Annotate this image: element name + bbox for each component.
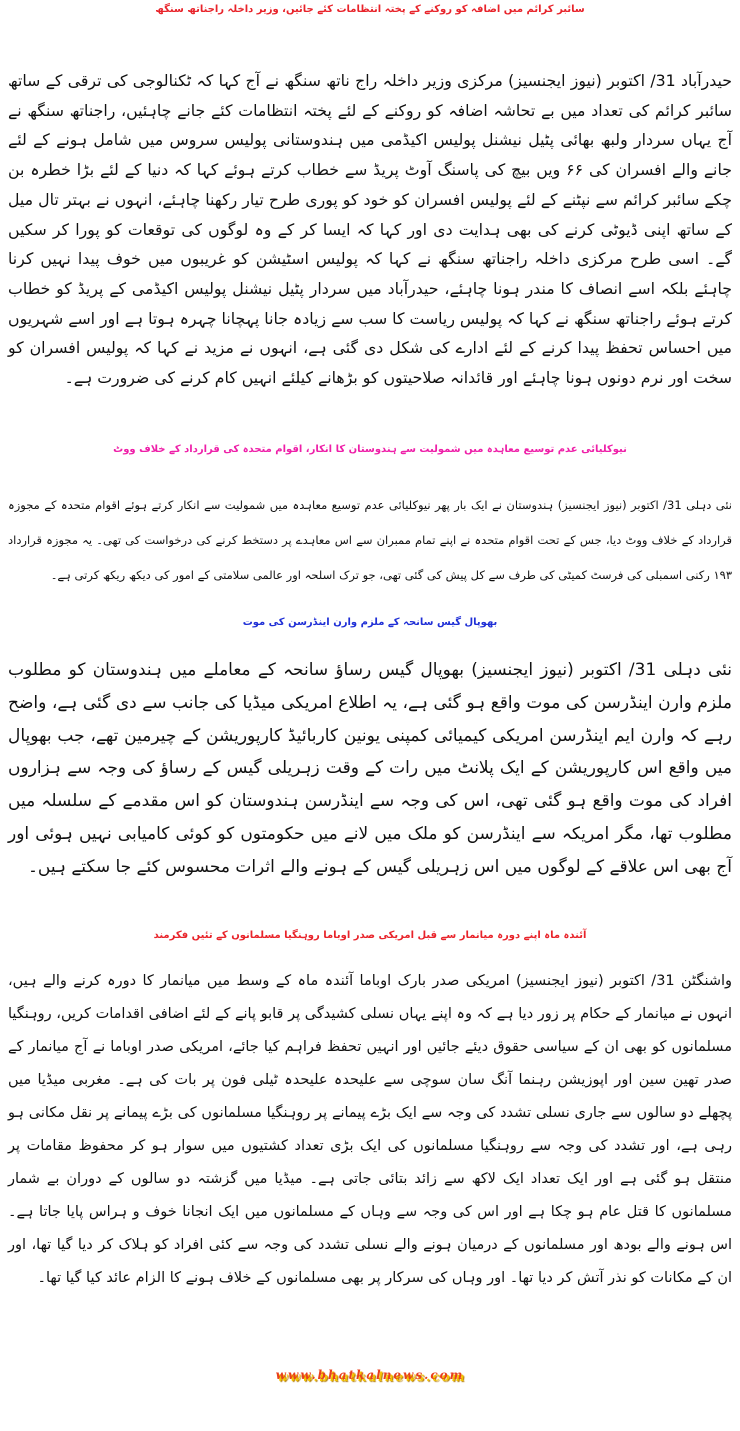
article-4-body: واشنگٹن 31/ اکتوبر (نیوز ایجنسیز) امریکی صدر بارک اوباما آئندہ ماہ کے وسط میں میانمار کا دورہ کرنے والے ہیں، انہوں نے میانمار کے حکام پر زور دیا ہے کہ وہ اپنے یہاں نسلی کشیدگی پر قابو پانے کے لئے اضافی اقدامات کریں، روہنگیا مسلمانوں کو بھی ان کے سیاسی حقوق دیئے جائیں اور انہیں تحفظ فراہم کیا جائے، امریکی صدر اوباما نے آج میانمار کے صدر تھین سین اور اپوزیشن رہنما آنگ سان سوچی سے علیحدہ علیحدہ ٹیلی فون پر بات کی ہے۔ مغربی میڈیا میں پچھلے دو سالوں سے جاری نسلی تشدد کی وجہ سے ایک بڑے پیمانے پر روہنگیا مسلمانوں کی بڑے پیمانے پر نقل مکانی ہو رہی ہے، اور تشدد کی وجہ سے روہنگیا مسلمانوں کی ایک بڑی تعداد کشتیوں میں سوار ہو کر محفوظ مقامات پر منتقل ہو گئی ہے اور ایک تعداد ایک لاکھ سے زائد بتائی جاتی ہے۔ میڈیا میں گزشتہ دو سالوں کے دوران بے شمار مسلمانوں کا قتل عام ہو چکا ہے اور اس کی وجہ سے وہاں کے مسلمانوں میں ایک انجانا خوف و ہراس پایا جاتا ہے۔ اس ہونے والے بودھ اور مسلمانوں کے درمیان ہونے والے نسلی تشدد کی وجہ سے کئی افراد کو ہلاک کر دیا گیا تھا، اور ان کے مکانات کو نذر آتش کر دیا تھا۔ اور وہاں کی سرکار پر بھی مسلمانوں کے خلاف ہونے کا الزام عائد کیا گیا تھا۔ [8, 973, 732, 1286]
article-4-headline: آئندہ ماہ اپنے دورہ میانمار سے قبل امریکی صدر اوباما روہنگیا مسلمانوں کے تئیں فکرمند [153, 930, 587, 941]
article-2-body: نئی دہلی 31/ اکتوبر (نیوز ایجنسیز) ہندوستان نے ایک بار پھر نیوکلیائی عدم توسیع معاہدہ میں شمولیت سے انکار کرتے ہوئے اقوام متحدہ کے مجوزہ قرارداد کے خلاف ووٹ دیا، جس کے تحت اقوام متحدہ نے اپنے تمام ممبران سے اس معاہدے پر دستخط کرنے کی درخواست کی تھی۔ یہ مجوزہ قرارداد ۱۹۳ رکنی اسمبلی کی فرسٹ کمیٹی کی طرف سے کل پیش کی گئی تھی، جو ترک اسلحہ اور عالمی سلامتی کے امور کی دیکھ ریکھ کرتی ہے۔ [8, 498, 733, 582]
article-1-headline: سائبر کرائم میں اضافہ کو روکنے کے پختہ انتظامات کئے جائیں، وزیر داخلہ راجناتھ سنگھ [155, 4, 585, 15]
site-url-footer[interactable]: www.bhatkalnews.com [275, 1368, 465, 1382]
article-1-body: حیدرآباد 31/ اکتوبر (نیوز ایجنسیز) مرکزی وزیر داخلہ راج ناتھ سنگھ نے آج کہا کہ ٹکنالوجی کی ترقی کے ساتھ سائبر کرائم کی تعداد میں بے تحاشہ اضافہ کو روکنے کے لئے پختہ انتظامات کئے جانے چاہئیں، راجناتھ سنگھ نے آج یہاں سردار ولبھ بھائی پٹیل نیشنل پولیس اکیڈمی میں ہندوستانی پولیس سروس میں شامل ہونے کے لئے جانے والے افسران کی ۶۶ ویں بیچ کی پاسنگ آوٹ پریڈ سے خطاب کرتے ہوئے کہا کہ دنیا کے لئے بڑا خطرہ بن چکے سائبر کرائم سے نپٹنے کے لئے پولیس افسران کو خود کو پوری طرح تیار رکھنا چاہئے، انہوں نے بہتر تال میل کے ساتھ اپنی ڈیوٹی کرنے کی بھی ہدایت دی اور کہا کہ ایسا کر کے وہ لوگوں کی توقعات کو پورا کر سکیں گے۔ اسی طرح مرکزی داخلہ راجناتھ سنگھ نے کہا کہ پولیس اسٹیشن کو غریبوں میں خوف پیدا نہیں کرنا چاہئے بلکہ اسے انصاف کا مندر ہونا چاہئے، حیدرآباد میں سردار پٹیل نیشنل پولیس اکیڈمی کے پریڈ کو خطاب کرتے ہوئے راجناتھ سنگھ نے کہا کہ پولیس ریاست کا سب سے زیادہ جانا پہچانا چہرہ ہوتا ہے اور اسے شہریوں میں احساس تحفظ پیدا کرنے کے لئے ادارے کی شکل دی گئی ہے، انہوں نے مزید نے کہا کہ پولیس افسران کو سخت اور نرم دونوں ہونا چاہئے اور قائدانہ صلاحیتوں کو بڑھانے کیلئے انہیں کام کرنے کی ضرورت ہے۔ [8, 71, 732, 388]
article-3-body: نئی دہلی 31/ اکتوبر (نیوز ایجنسیز) بھوپال گیس رساؤ سانحہ کے معاملے میں ہندوستان کو مطلوب ملزم وارن اینڈرسن کی موت واقع ہو گئی ہے، یہ اطلاع امریکی میڈیا کی جانب سے دی گئی ہے، واضح رہے کہ وارن ایم اینڈرسن امریکی کیمیائی کمپنی یونین کاربائیڈ کارپوریشن کے چیرمین تھے، جب بھوپال میں واقع اس کارپوریشن کے ایک پلانٹ میں رات کے وقت زہریلی گیس کے رساؤ کی وجہ سے ہزاروں افراد کی موت واقع ہو گئی تھی، اس کی وجہ سے اینڈرسن ہندوستان کو اس مقدمے کے سلسلہ میں مطلوب تھا، مگر امریکہ سے اینڈرسن کو ملک میں لانے میں حکومتوں کو کوئی کامیابی نہیں ہوئی اور آج بھی اس علاقے کے لوگوں میں اس زہریلی گیس کے ہونے والے اثرات محسوس کئے جا سکتے ہیں۔ [8, 660, 733, 877]
article-2-headline: نیوکلیائی عدم توسیع معاہدہ میں شمولیت سے ہندوستان کا انکار، اقوام متحدہ کی قرارداد کے خلاف ووٹ [113, 444, 627, 455]
article-3-headline: بھوپال گیس سانحہ کے ملزم وارن اینڈرسن کی موت [242, 617, 498, 628]
